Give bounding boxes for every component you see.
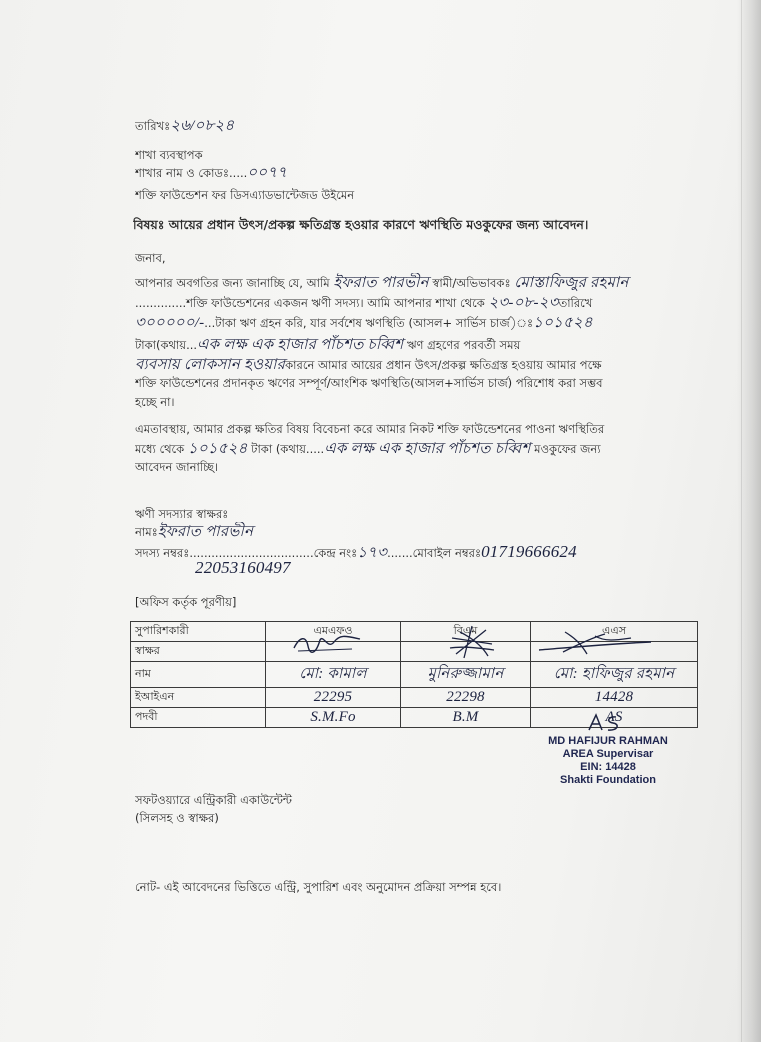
para1-line4 (135, 335, 705, 357)
para1-text: তারিখে (558, 296, 593, 310)
para1-line7: হচ্ছে না। (135, 395, 175, 409)
table-header-cell: এমএফও (266, 622, 401, 642)
table-row-ein (131, 688, 698, 708)
mobile-number: 01719666624 (481, 542, 577, 561)
para2-line1: এমতাবস্থায়, আমার প্রকল্প ক্ষতির বিষয় বিবেচনা করে আমার নিকট শক্তি ফাউন্ডেশনের পাওনা ঋণস্থিতির (135, 422, 605, 436)
para1-text: স্বামী/অভিভাবকঃ (428, 276, 515, 290)
para1-line2 (135, 293, 705, 315)
center-number-label: কেন্দ্র নংঃ (313, 546, 358, 560)
para2-text: মওকুফের জন্য (530, 442, 601, 456)
para1-line1 (135, 273, 705, 295)
subject-line: বিষয়ঃ আয়ের প্রধান উৎস/প্রকল্প ক্ষতিগ্রস্ত হওয়ার কারণে ঋণস্থিতি মওকুফের জন্য আবেদন। (133, 217, 589, 232)
salutation: জনাব, (135, 251, 166, 265)
member-number: 22053160497 (195, 558, 291, 577)
table-header-cell: সুপারিশকারী (131, 622, 266, 642)
stamp-name: MD HAFIJUR RAHMAN (548, 735, 668, 747)
member-number-label: সদস্য নম্বরঃ.................................. (135, 546, 314, 560)
mfo-ein: 22295 (266, 688, 401, 708)
as-signature (535, 628, 655, 658)
para1-text: কারনে আমার আয়ের প্রধান উৎস/প্রকল্প ক্ষতিগ্রস্ত হওয়ায় আমার পক্ষে (285, 358, 602, 372)
stamp-org: Shakti Foundation (560, 774, 656, 786)
footer-note: নোট- এই আবেদনের ভিত্তিতে এন্ট্রি, সুপারিশ এবং অনুমোদন প্রক্রিয়া সম্পন্ন হবে। (135, 880, 502, 894)
para2-text: মধ্যে থেকে (135, 442, 188, 456)
as-name: মো: হাফিজুর রহমান (531, 662, 698, 688)
mfo-name: মো: কামাল (266, 662, 401, 688)
recipient-title: শাখা ব্যবস্থাপক (135, 148, 203, 162)
loss-reason: ব্যবসায় লোকসান হওয়ার (135, 357, 286, 373)
stamp-ein: EIN: 14428 (580, 761, 636, 773)
row-label: নাম (131, 662, 266, 688)
mfo-designation: S.M.Fo (266, 708, 401, 728)
table-row-name (131, 662, 698, 688)
mfo-signature (290, 630, 365, 656)
bm-ein: 22298 (401, 688, 531, 708)
loan-date: ২৩-০৮-২৩ (488, 295, 559, 311)
as-initials-signature (586, 712, 626, 734)
bm-signature (442, 624, 502, 662)
date-value: ২৬/০৮২৪ (170, 118, 235, 134)
mobile-number-label: .......মোবাইল নম্বরঃ (387, 546, 482, 560)
applicant-name: ইফরাত পারভীন (333, 275, 429, 291)
para1-text: ঋণ গ্রহণের পরবর্তী সময় (403, 338, 521, 352)
accountant-seal-note: (সিলসহ ও স্বাক্ষর) (135, 811, 219, 825)
center-number: ১৭৩ (357, 545, 388, 561)
para1-line3 (135, 313, 705, 335)
waiver-amount: ১০১৫২৪ (187, 441, 248, 457)
supervisor-stamp (528, 735, 688, 787)
table-header-cell: এএস (531, 622, 698, 642)
borrower-signature-label: ঋণী সদস্যার স্বাক্ষরঃ (135, 507, 229, 521)
para1-text: ..............শক্তি ফাউন্ডেশনের একজন ঋণী সদস্য। আমি আপনার শাখা থেকে (135, 296, 489, 310)
borrower-name: ইফরাত পারভীন (157, 524, 254, 540)
borrower-name-label: নামঃ (135, 525, 158, 539)
para1-text: ...টাকা ঋণ গ্রহন করি, যার সর্বশেষ ঋণস্থিতি (আসল+ সার্ভিস চার্জ)ঃ (204, 316, 534, 330)
bm-designation: B.M (401, 708, 531, 728)
office-use-note: [অফিস কর্তৃক পূরণীয়] (135, 595, 237, 609)
table-header-cell: বিএম (401, 622, 531, 642)
row-label: স্বাক্ষর (131, 642, 266, 662)
stamp-title: AREA Supervisar (562, 748, 654, 760)
date-label: তারিখঃ (135, 119, 171, 133)
accountant-title: সফটওয়্যারে এন্ট্রিকারী একাউন্টেন্ট (135, 793, 292, 807)
bm-name: মুনিরুজ্জামান (401, 662, 531, 688)
branch-label: শাখার নাম ও কোডঃ..... (135, 166, 248, 180)
loan-balance: ১০১৫২৪ (533, 315, 593, 331)
para2-line3: আবেদন জানাচ্ছি। (135, 460, 219, 474)
as-designation: AS (531, 708, 698, 728)
row-label: পদবী (131, 708, 266, 728)
branch-code: ০০৭৭ (247, 165, 288, 181)
borrower-name-line (135, 522, 705, 544)
para1-text: টাকা(কথায়... (135, 338, 198, 352)
loan-amount: ৩০০০০০/- (135, 315, 205, 331)
para1-line6: শক্তি ফাউন্ডেশনের প্রদানকৃত ঋণের সম্পূর্ণ/আংশিক ঋণস্থিতি(আসল+সার্ভিস চার্জ) পরিশোধ করা সম্ভব (135, 376, 603, 390)
date-line (135, 116, 705, 138)
para1-text: আপনার অবগতির জন্য জানাচ্ছি যে, আমি (135, 276, 334, 290)
as-ein: 14428 (531, 688, 698, 708)
para2-text: টাকা (কথায়..... (247, 442, 325, 456)
row-label: ইআইএন (131, 688, 266, 708)
waiver-in-words: এক লক্ষ এক হাজার পাঁচশত চব্বিশ (324, 441, 531, 457)
branch-line (135, 163, 705, 185)
guardian-name: মোস্তাফিজুর রহমান (514, 275, 629, 291)
balance-in-words: এক লক্ষ এক হাজার পাঁচশত চব্বিশ (197, 337, 404, 353)
organization-name: শক্তি ফাউন্ডেশন ফর ডিসএ্যাডভান্টেজড উইমেন (135, 188, 355, 202)
page-edge-shadow (737, 0, 761, 1042)
